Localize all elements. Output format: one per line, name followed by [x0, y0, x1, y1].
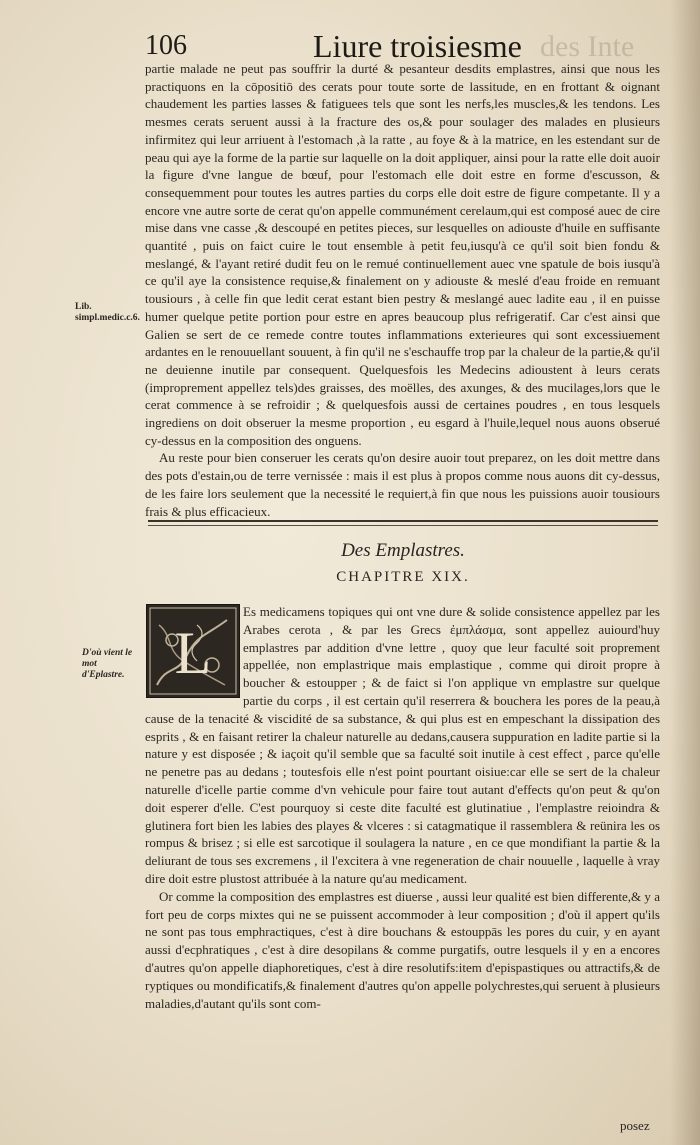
- section-rule-thin: [148, 525, 658, 526]
- paragraph: Au reste pour bien conseruer les cerats qu'on desire auoir tout preparez, on les doit mettre dans des pots d'estain,ou de terre vernissée : mais il est plus à propos comme nous auons dit cy-dessus, de les faire lors seulement que la necessité le requiert,à fin que nous les puissions auoir tousiours frais & plus efficacieux.: [145, 450, 660, 519]
- section-title: Des Emplastres.: [341, 540, 465, 561]
- paragraph: partie malade ne peut pas souffrir la durté & pesanteur desdits emplastres, ainsi que nous les practiquons en la cōpositiō des cerats pour toute sorte de lassitude, en en frottant & oignant chaudement les parties lasses & fatiguees tels que sont les nerfs,les muscles,& les tendons. Les mesmes cerats seruent aussi à la fracture des os,& pour soulager des malades en plusieurs infirmitez qui leur arriuent à l'estomach ,à la ratte , au foye & à la matrice, en les estendant sur de peau qui aye la forme de la partie sur laquelle on la doit appliquer, ainsi pour la ratte elle doit auoir la figure d'vne langue de bœuf, pour l'estomach elle doit estre en forme d'escusson, & consequemment pour toutes les autres parties du corps elle doit estre de figure competante. Il y a encore vne autre sorte de cerat qu'on appelle communément cerelaum,qui est composé auec de cire mise dans vne casse ,& descoupé en petites pieces, sur lesquelles on adiouste d'huile en suffisante quantité , puis on faict cuire le tout ensemble à petit feu,iusqu'à ce qu'il soit bien fondu & meslangé, & l'ayant retiré dudit feu on le remué continuellement auec vne spatule de bois iusqu'à ce qu'il aye la consistence requise,& finalement on y adiouste & meslé d'eau froide en remuant tousiours , à celle fin que ledit cerat estant bien pestry & meslangé auec ladite eau , il en puisse humer quelque petite portion pour estre en apres beaucoup plus refrigeratif. Car c'est ainsi que Galien se sert de ce remede contre toutes inflammations exterieures qui sont excessiuement ardantes en le renouuellant souuent, à fin qu'il ne s'eschauffe trop par la chaleur de la partie,& qu'il ne deuienne inutile par consequent. Quelquesfois les Medecins adioustent à leurs cerats (improprement appellez tels)des graisses, des moëlles, des axunges, & des mucilages,lors que le cerat commence à se refroidir ; & quelquesfois aussi de certaines poudres , en tous lesquels ingrediens on doit obseruer la mesme proportion , eu esgard à l'huile,lequel nous auons obserué cy-dessus en la composition des onguens.: [145, 61, 660, 448]
- decorated-initial: [146, 604, 240, 698]
- ornament-icon: [147, 605, 239, 697]
- upper-text-block: [145, 60, 660, 520]
- catchword: posez: [620, 1118, 650, 1133]
- margin-note-galien: Lib. simpl.medic.c.6.: [75, 302, 140, 323]
- paragraph: Es medicamens topiques qui ont vne dure & solide consistence appellez par les Arabes cerota , & par les Grecs ἐμπλάσμα, sont appellez auiourd'huy emplastres par addition d'vne lettre , quoy que leur faculté soit proprement appellée, non emplastrique mais emplastique , comme qui diroit propre à boucher & estoupper ; & de faict si l'on applique vn emplastre sur quelque partie du corps , il est certain qu'il reserrera & bouchera les pores de la peau,à cause de la tenacité & viscidité de sa substance, & qui plus est en empeschant la dissipation des esprits , & en faisant retirer la chaleur naturelle au dedans,causera suppuration en ladite partie si la nature y est disposée ; & iaçoit qu'il semble que sa faculté soit inutile à cest effect , parce qu'elle ne penetre pas au dedans ; toutesfois elle n'est point pourtant oisiue:car elle se sert de la chaleur naturelle d'icelle partie comme d'vn vehicule pour faire tout autant d'effects qu'on peut & qu'on doit esperer d'elle. C'est pourquoy si ceste dite faculté est glutinatiue , l'emplastre reioindra & glutinera fort bien les labies des playes & vlceres : si catagmatique il rassemblera & reünira les os rompus & brisez ; si elle est sarcotique il soulagera la nature , en ce que mondifiant la partie & la deliurant de tous ses excremens , il l'excitera à vne regeneration de chair nouuelle , laquelle à vray dire doit estre plustost attribuée à la nature qu'au medicament.: [145, 604, 660, 886]
- margin-note-origin: D'où vient le mot d'Eplastre.: [82, 648, 133, 680]
- running-title: Liure troisiesme: [313, 28, 522, 64]
- paragraph: Or comme la composition des emplastres est diuerse , aussi leur qualité est bien differente,& y a fort peu de corps mixtes qui ne se puissent accommoder à leur composition ; d'où il appert qu'ils ne sont pas tous emphractiques, c'est à dire bouchans & estouppās les pores du cuir, y en ayant aussi d'ecphratiques , c'est à dire desopilans & comme purgatifs, outre lesquels il y en a encores d'autres qu'on appelle diaphoretiques, c'est à dire resolutifs:item d'epispastiques ou attractifs,& de ryptiques ou mondificatifs,& finalement d'autres qu'on appelle polychrestes,qui seruent à plusieurs maladies,d'autant qu'ils sont com-: [145, 888, 660, 1011]
- bleed-through-text: des Inte: [540, 30, 635, 63]
- page-number: 106: [145, 30, 187, 61]
- page-fold-shadow: [670, 0, 700, 1145]
- chapter-heading: CHAPITRE XIX.: [336, 569, 470, 585]
- section-rule: [148, 520, 658, 522]
- initial-letter: L: [174, 620, 212, 686]
